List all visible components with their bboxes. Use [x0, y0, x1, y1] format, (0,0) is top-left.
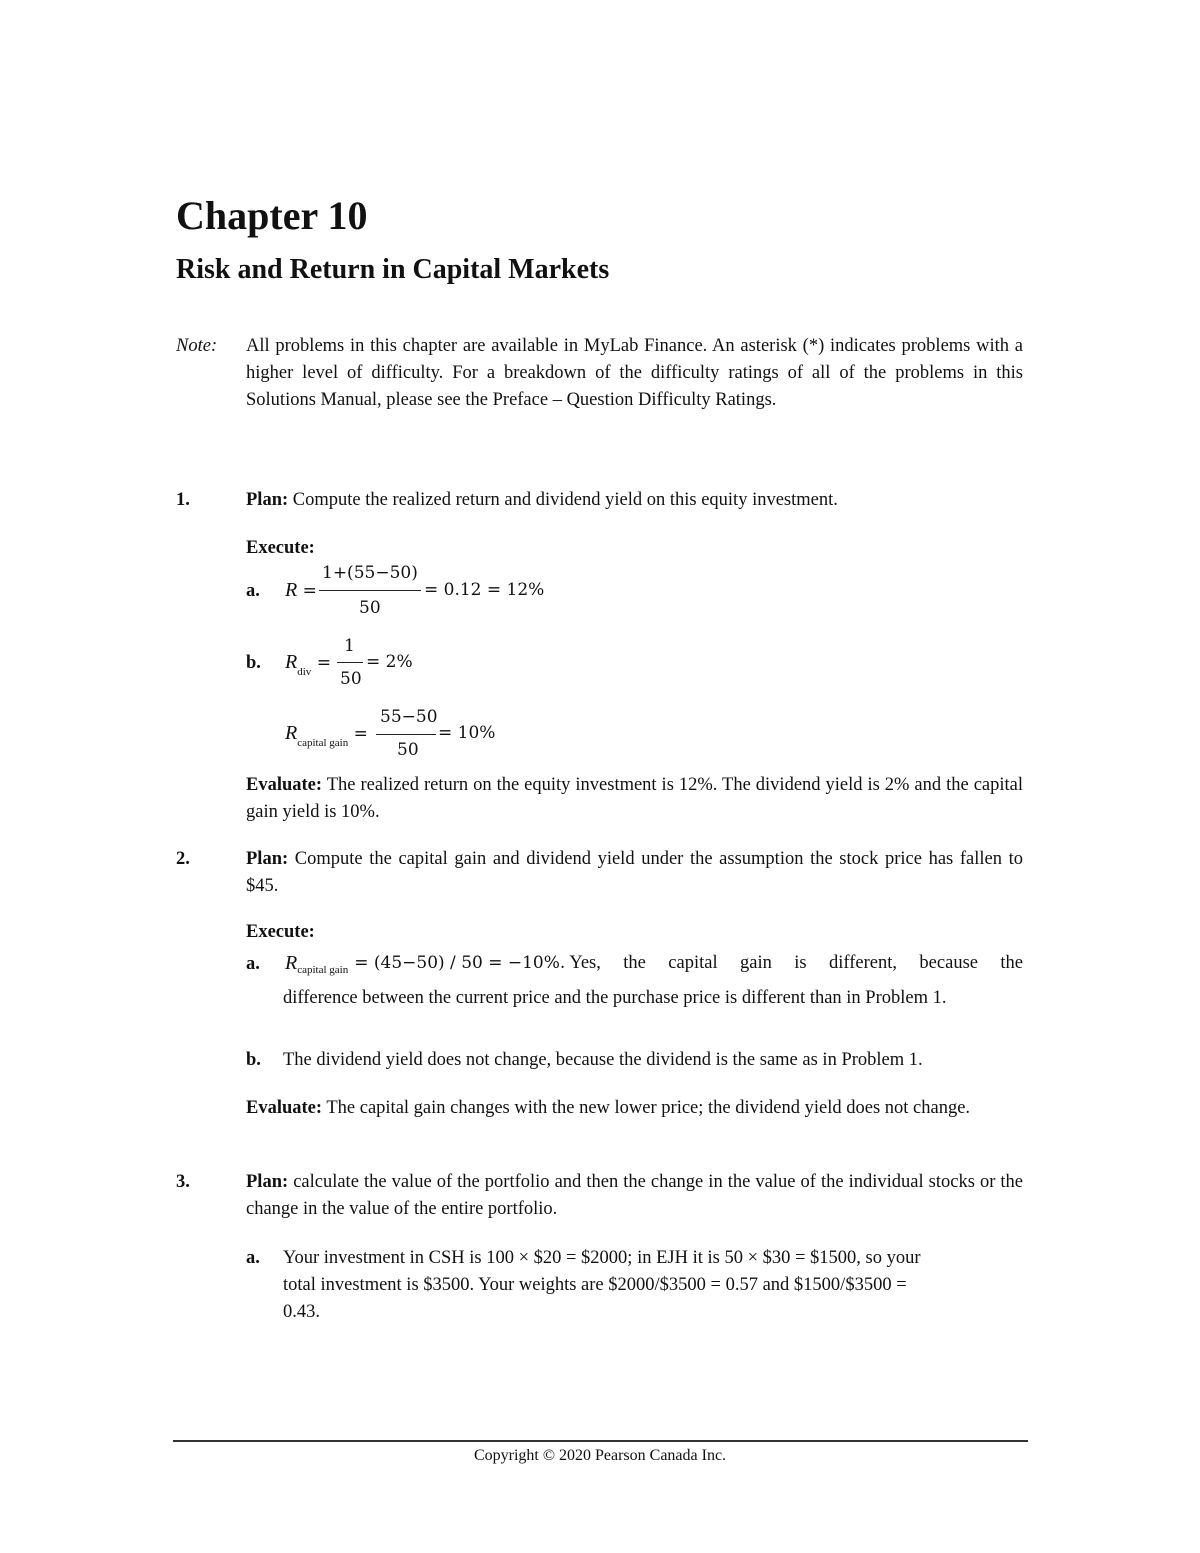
- eq-2a-lhs: R: [285, 952, 298, 974]
- eq-1a-denominator: 50: [359, 598, 381, 618]
- plan-label: Plan:: [246, 490, 289, 510]
- eq-2a-expression: = (45−50) / 50 = −10%.: [354, 953, 566, 973]
- eq-1b-eq: =: [316, 653, 331, 673]
- problem-2-plan: [246, 846, 1023, 900]
- note-text: All problems in this chapter are available in MyLab Finance. An asterisk (*) indicates problems with a higher level of difficulty. For a breakdown of the difficulty ratings of all of the problems in this Solutions Manual, please see the Preface – Question Difficulty Ratings.: [246, 336, 1023, 410]
- problem-3-number: 3.: [176, 1172, 190, 1192]
- footer-copyright: Copyright © 2020 Pearson Canada Inc.: [473, 1447, 727, 1464]
- note-label: Note:: [176, 336, 218, 356]
- problem-3a-label: a.: [246, 1248, 260, 1268]
- eq-1c-denominator: 50: [397, 740, 419, 760]
- eq-1a-numerator: 1+(55−50): [322, 563, 418, 583]
- plan-label: Plan:: [246, 849, 289, 869]
- eq-1b-fraction-bar: [337, 662, 363, 663]
- problem-2-execute-label: Execute:: [246, 922, 315, 942]
- eq-1c-result: = 10%: [438, 723, 496, 743]
- eq-1b-lhs: R: [285, 651, 298, 673]
- problem-2a-first-line: [285, 950, 1023, 977]
- eq-1c-lhs: R: [285, 722, 298, 744]
- eq-1c-numerator: 55−50: [380, 707, 438, 727]
- problem-2-number: 2.: [176, 849, 190, 869]
- problem-1-number: 1.: [176, 490, 190, 510]
- eq-1b-result: = 2%: [366, 652, 413, 672]
- problem-2-plan-text: Compute the capital gain and dividend yield under the assumption the stock price has fallen to $45.: [246, 849, 1024, 896]
- problem-3-plan-text: calculate the value of the portfolio and then the change in the value of the individual stocks or the change in the value of the entire portfolio.: [246, 1172, 1023, 1219]
- problem-1-plan: [246, 487, 1023, 514]
- problem-1-evaluate: [246, 772, 1023, 826]
- eq-1a-eq: =: [302, 581, 317, 601]
- problem-2a-text-first: Yes, the capital gain is different, because the: [569, 953, 1023, 973]
- problem-2a-label: a.: [246, 954, 260, 974]
- problem-2b-label: b.: [246, 1050, 261, 1070]
- eq-1b-numerator: 1: [344, 636, 355, 656]
- eq-1b-denominator: 50: [340, 669, 362, 689]
- eq-1a-fraction-bar: [319, 590, 421, 591]
- eq-1a-result: = 0.12 = 12%: [424, 580, 545, 600]
- eq-1a-lhs: R: [285, 579, 298, 601]
- problem-1-evaluate-text: The realized return on the equity investment is 12%. The dividend yield is 2% and the capital gain yield is 10%.: [246, 775, 1023, 822]
- problem-2b-text: The dividend yield does not change, because the dividend is the same as in Problem 1.: [283, 1050, 923, 1070]
- chapter-title: Chapter 10: [176, 193, 368, 238]
- problem-1-execute-label: Execute:: [246, 538, 315, 558]
- chapter-subtitle: Risk and Return in Capital Markets: [176, 254, 610, 285]
- problem-1-plan-text: Compute the realized return and dividend yield on this equity investment.: [292, 490, 838, 510]
- problem-1b-label: b.: [246, 653, 261, 673]
- eq-1c-eq: =: [353, 724, 368, 744]
- problem-1a-label: a.: [246, 581, 260, 601]
- evaluate-label: Evaluate:: [246, 1098, 323, 1118]
- eq-1c-fraction-bar: [376, 734, 436, 735]
- eq-2a-lhs-subscript: capital gain: [297, 964, 349, 976]
- problem-2-evaluate: [246, 1095, 1023, 1122]
- eq-1b-lhs-subscript: div: [297, 666, 312, 678]
- eq-1c-lhs-subscript: capital gain: [297, 737, 349, 749]
- plan-label: Plan:: [246, 1172, 289, 1192]
- problem-2a-text-rest: difference between the current price and the purchase price is different than in Problem 1.: [283, 988, 947, 1008]
- problem-3-plan: [246, 1169, 1023, 1223]
- evaluate-label: Evaluate:: [246, 775, 323, 795]
- footer-rule: [173, 1440, 1028, 1442]
- problem-2-evaluate-text: The capital gain changes with the new lower price; the dividend yield does not change.: [326, 1098, 971, 1118]
- problem-3a-text: Your investment in CSH is 100 × $20 = $2000; in EJH it is 50 × $30 = $1500, so your total investment is $3500. Your weights are $2000/$3500 = 0.57 and $1500/$3500 = 0.43.: [283, 1248, 921, 1322]
